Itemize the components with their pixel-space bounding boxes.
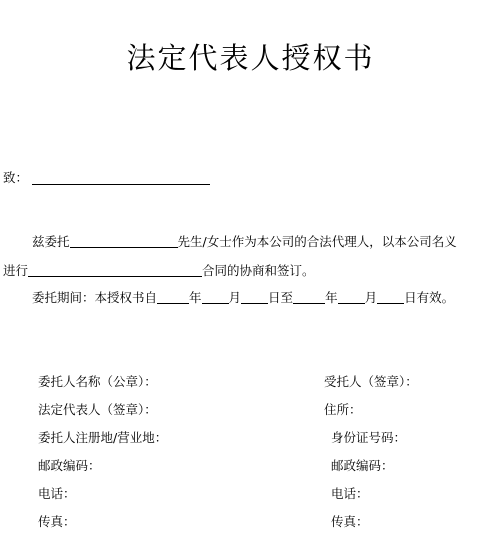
principal-fax-field: 传真： xyxy=(38,514,76,529)
start-day-blank xyxy=(241,302,268,304)
agent-signature-field: 受托人（签章）： xyxy=(324,374,418,389)
principal-postcode-field: 邮政编码： xyxy=(38,458,101,473)
agent-name-blank xyxy=(70,246,178,248)
para1-line1 xyxy=(32,236,457,249)
period-day-end: 日有效。 xyxy=(404,290,455,305)
start-year-blank xyxy=(157,302,189,304)
para1-prefix: 兹委托 xyxy=(32,234,70,249)
agent-postcode-field: 邮政编码： xyxy=(331,458,394,473)
principal-address-field: 委托人注册地/营业地： xyxy=(38,430,168,445)
end-day-blank xyxy=(377,302,404,304)
para1-line2-prefix: 进行 xyxy=(3,263,29,278)
para1-line2-suffix: 合同的协商和签订。 xyxy=(202,263,315,278)
period-month: 月 xyxy=(228,290,242,305)
principal-phone-field: 电话： xyxy=(38,486,76,501)
para1-line2 xyxy=(3,265,315,278)
period-day-to: 日至 xyxy=(268,290,294,305)
agent-phone-field: 电话： xyxy=(331,486,369,501)
agent-residence-field: 住所： xyxy=(324,402,362,417)
principal-name-field: 委托人名称（公章）： xyxy=(38,374,157,389)
legal-rep-field: 法定代表人（签章）： xyxy=(38,402,157,417)
agent-fax-field: 传真： xyxy=(331,514,369,529)
para1-mid: 先生/女士作为本公司的合法代理人，以本公司名义 xyxy=(177,234,457,249)
period-year2: 年 xyxy=(325,290,338,305)
end-year-blank xyxy=(293,302,325,304)
addressee-label: 致： xyxy=(3,170,29,185)
start-month-blank xyxy=(202,302,229,304)
document-title: 法定代表人授权书 xyxy=(126,41,375,75)
period-line xyxy=(32,292,454,305)
agent-id-number-field: 身份证号码： xyxy=(331,430,407,445)
period-year: 年 xyxy=(189,290,202,305)
contract-name-blank xyxy=(28,275,202,277)
period-prefix: 委托期间：本授权书自 xyxy=(32,290,158,305)
addressee-blank xyxy=(32,184,210,185)
period-month2: 月 xyxy=(364,290,378,305)
end-month-blank xyxy=(338,302,365,304)
